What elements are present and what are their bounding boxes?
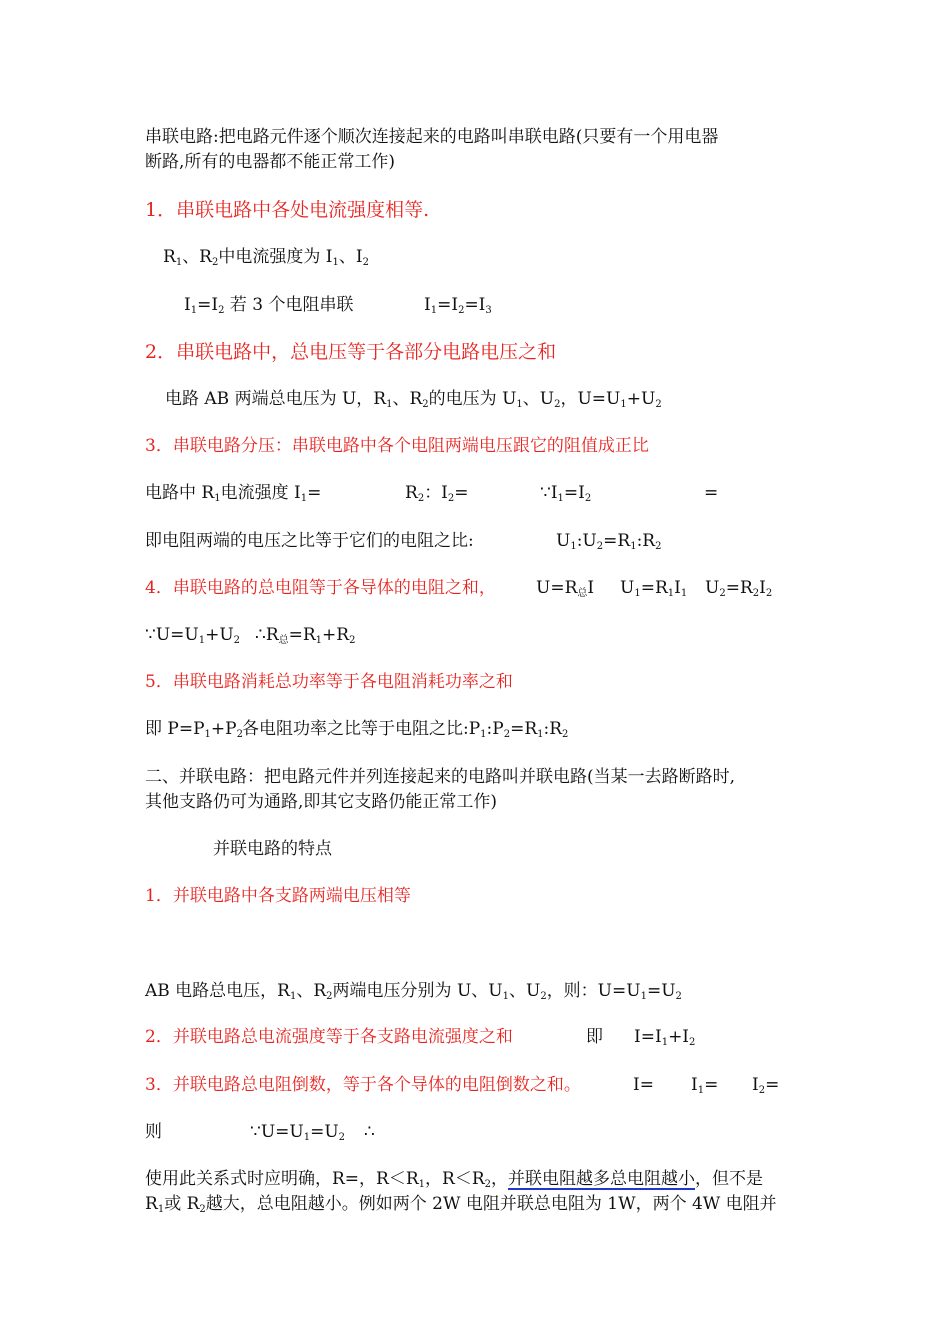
parallel-current-sum: $I=I_1+I_2$	[634, 1027, 696, 1048]
series-rule-3-line-1b: $R_2$：$I_2=$	[405, 483, 469, 504]
series-intro-line-2: 断路,所有的电器都不能正常工作)	[145, 152, 396, 172]
series-rule-2-line: 电路 AB 两端总电压为 U，$R_1$、$R_2$的电压为 $U_1$、$U_2$，$U=U_1+U_2$	[165, 389, 662, 410]
parallel-therefore: ∴	[364, 1122, 375, 1142]
series-rule-5-line-a: 即 $P=P_1+P_2$	[145, 719, 243, 740]
series-rule-3-line-1a: 电路中 $R_1$电流强度 $I_1=$	[145, 483, 322, 504]
series-ohm-r1: $U_1=R_1I_1$	[620, 578, 688, 599]
parallel-note-line-1: 使用此关系式时应明确，R=，$R<R_1$，$R<R_2$，并联电阻越多总电阻越小，但不是	[145, 1169, 764, 1190]
parallel-note-line-2: $R_1$或 $R_2$越大，总电阻越小。例如两个 2W 电阻并联总电阻为 1W，两个 4W 电阻并	[145, 1194, 777, 1215]
parallel-rule-2-title: 2．并联电路总电流强度等于各支路电流强度之和	[145, 1027, 513, 1047]
series-rule-5-title: 5．串联电路消耗总功率等于各电阻消耗功率之和	[145, 672, 513, 692]
series-intro-line-1: 串联电路:把电路元件逐个顺次连接起来的电路叫串联电路(只要有一个用电器	[145, 127, 719, 147]
parallel-intro-line-2: 其他支路仍可为通路,即其它支路仍能正常工作)	[145, 792, 498, 812]
underlined-conclusion: 并联电阻越多总电阻越小	[508, 1169, 696, 1189]
series-total-resistance: $\therefore R_总=R_1+R_2$	[255, 625, 356, 646]
series-rule-4-line-a: $\because U=U_1+U_2$	[145, 625, 241, 646]
parallel-rule-3-title: 3．并联电路总电阻倒数，等于各个导体的电阻倒数之和。	[145, 1075, 581, 1095]
parallel-voltage-equal: $\because U=U_1=U_2$	[250, 1122, 346, 1143]
parallel-rule-2-ji: 即	[586, 1027, 603, 1047]
parallel-intro-line-1: 二、并联电路：把电路元件并列连接起来的电路叫并联电路(当某一去路断路时,	[145, 767, 736, 787]
series-rule-3-line-1d: =	[704, 483, 719, 503]
parallel-rule-3-i1: $I_1=$	[691, 1075, 719, 1096]
series-voltage-ratio: $U_1:U_2=R_1:R_2$	[556, 531, 662, 552]
series-rule-1-line-1: $R_1$、$R_2$中电流强度为 $I_1$、$I_2$	[163, 247, 369, 268]
parallel-rule-1-title: 1．并联电路中各支路两端电压相等	[145, 886, 411, 906]
series-rule-2-title: 2．串联电路中，总电压等于各部分电路电压之和	[145, 341, 557, 363]
series-rule-1-line-2: $I_1=I_2$ 若 3 个电阻串联	[184, 295, 354, 316]
series-rule-3-title: 3．串联电路分压：串联电路中各个电阻两端电压跟它的阻值成正比	[145, 436, 649, 456]
series-ohm-total: $U=R_总I$	[536, 578, 595, 599]
series-rule-3-line-2a: 即电阻两端的电压之比等于它们的电阻之比:	[145, 531, 474, 551]
parallel-rule-1-line: AB 电路总电压，$R_1$、$R_2$两端电压分别为 U、$U_1$、$U_2$，则：$U=U_1=U_2$	[145, 981, 682, 1002]
parallel-rule-3-i: I=	[633, 1075, 654, 1095]
series-rule-3-line-1c: $\because I_1=I_2$	[540, 483, 592, 504]
series-rule-1-title: 1．串联电路中各处电流强度相等.	[145, 199, 430, 221]
series-ohm-r2: $U_2=R_2I_2$	[705, 578, 773, 599]
series-three-resistor-equation: $I_1=I_2=I_3$	[424, 295, 492, 316]
series-rule-4-title: 4．串联电路的总电阻等于各导体的电阻之和，	[145, 578, 496, 598]
parallel-rule-3-i2: $I_2=$	[752, 1075, 780, 1096]
series-rule-5-line-b: 各电阻功率之比等于电阻之比$:P_1:P_2=R_1:R_2$	[242, 719, 569, 740]
parallel-rule-3-ze: 则	[145, 1122, 162, 1142]
parallel-features-heading: 并联电路的特点	[213, 839, 332, 859]
